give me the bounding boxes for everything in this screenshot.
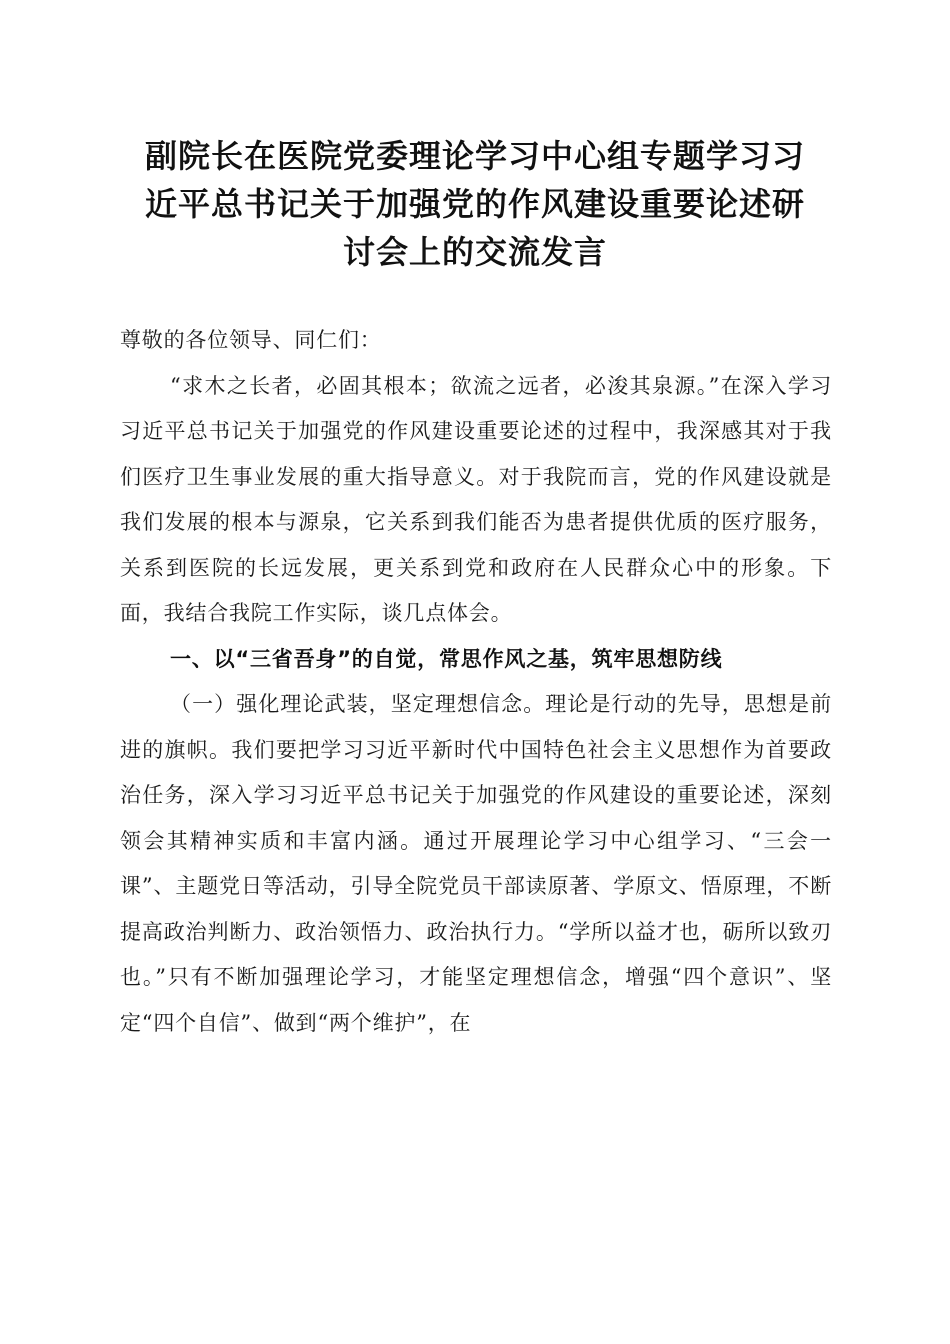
intro-paragraph: “求木之长者，必固其根本；欲流之远者，必浚其泉源。”在深入学习习近平总书记关于加强党的作风建设重要论述的过程中，我深感其对于我们医疗卫生事业发展的重大指导意义。对于我院而言，党的作风建设就是我们发展的根本与源泉，它关系到我们能否为患者提供优质的医疗服务，关系到医院的长远发展，更关系到党和政府在人民群众心中的形象。下面，我结合我院工作实际，谈几点体会。 [120, 373, 832, 625]
title-line-2: 近平总书记关于加强党的作风建设重要论述研 [144, 185, 805, 223]
document-title [100, 132, 850, 276]
subsection-paragraph-1: （一）强化理论武装，坚定理想信念。理论是行动的先导，思想是前进的旗帜。我们要把学习习近平新时代中国特色社会主义思想作为首要政治任务，深入学习习近平总书记关于加强党的作风建设的重要论述，深刻领会其精神实质和丰富内涵。通过开展理论学习中心组学习、“三会一课”、主题党日等活动，引导全院党员干部读原著、学原文、悟原理，不断提高政治判断力、政治领悟力、政治执行力。“学所以益才也，砺所以致刃也。”只有不断加强理论学习，才能坚定理想信念，增强“四个意识”、坚定“四个自信”、做到“两个维护”，在 [120, 692, 832, 1035]
section-heading-1: 一、以“三省吾身”的自觉，常思作风之基，筑牢思想防线 [170, 646, 723, 671]
document-body [120, 318, 832, 1046]
greeting: 尊敬的各位领导、同仁们： [120, 328, 382, 352]
title-line-1: 副院长在医院党委理论学习中心组专题学习习 [144, 137, 805, 175]
title-line-3: 讨会上的交流发言 [342, 233, 607, 271]
